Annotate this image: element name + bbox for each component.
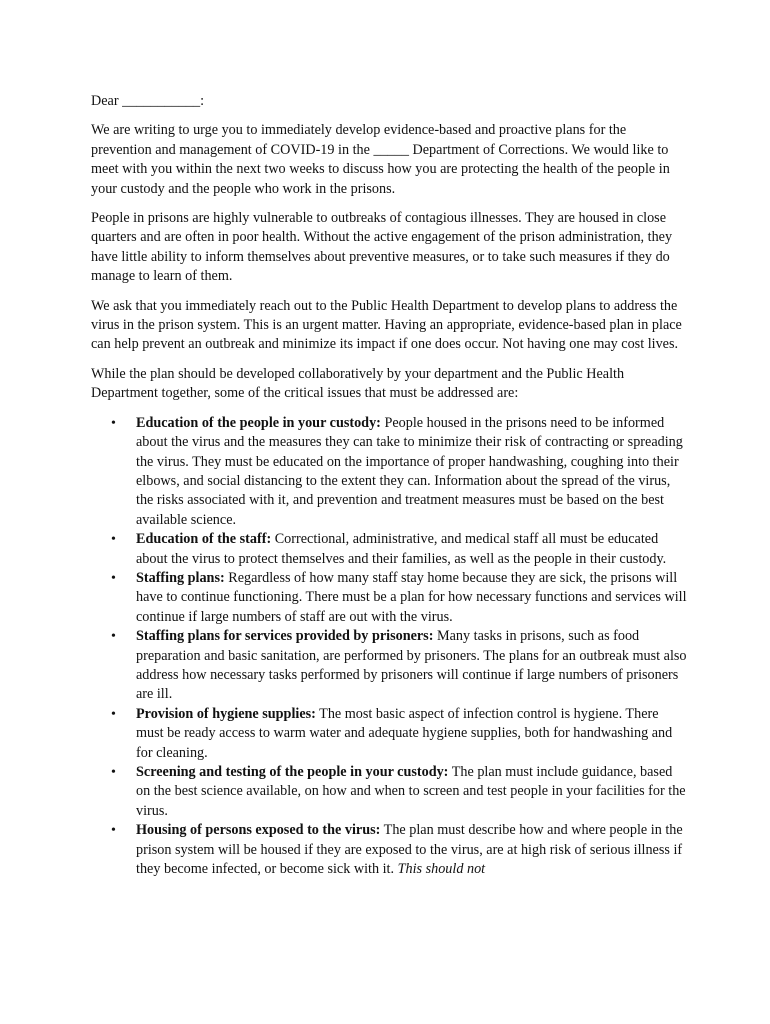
list-item-title: Screening and testing of the people in your custody:: [136, 764, 449, 780]
list-item: [91, 414, 689, 530]
bullet-icon: •: [111, 706, 116, 722]
list-item-text: Regardless of how many staff stay home because they are sick, the prisons will have to continue functioning. There must be a plan for how necessary functions and services will continue if large numbers of staff are out with the virus.: [136, 569, 687, 625]
list-item-title: Education of the people in your custody:: [136, 414, 381, 431]
list-item-title: Education of the staff:: [136, 531, 272, 548]
bullet-icon: •: [111, 532, 116, 548]
list-item-text: The plan must include guidance, based on the best science available, on how and when to screen and test people in your facilities for the virus.: [136, 764, 686, 819]
bullet-icon: •: [111, 629, 116, 645]
list-item-text: Many tasks in prisons, such as food preparation and basic sanitation, are performed by prisoners. The plans for an outbreak must also address how necessary tasks performed by prisoners will continue if large numbers of prisoners are ill.: [136, 628, 687, 703]
list-item: [91, 821, 689, 879]
list-item: [91, 705, 689, 763]
list-item-italic-text: This should not: [397, 861, 486, 878]
list-item-text: The most basic aspect of infection control is hygiene. There must be ready access to warm water and adequate hygiene supplies, both for handwashing and for cleaning.: [136, 705, 673, 761]
bullet-icon: •: [111, 415, 116, 431]
list-item-title: Housing of persons exposed to the virus:: [136, 822, 381, 839]
bullet-icon: •: [111, 570, 116, 586]
critical-issues-list: [91, 414, 689, 880]
list-item-title: Staffing plans for services provided by prisoners:: [136, 628, 434, 645]
list-item-text: The plan must describe how and where people in the prison system will be housed if they are exposed to the virus, are at high risk of serious illness if they become infected, or become sick with it.: [136, 822, 683, 878]
paragraph-intro: We are writing to urge you to immediately develop evidence-based and proactive plans for the prevention and management of COVID-19 in the _____ Department of Corrections. We would like to meet with you within the next two weeks to discuss how you are protecting the health of the people in your custody and the people who work in the prisons.: [91, 122, 670, 197]
list-item-text: People housed in the prisons need to be informed about the virus and the measures they can take to minimize their risk of contracting or spreading the virus. They must be educated on the importance of proper handwashing, coughing into their elbows, and social distancing to the extent they can. Information about the spread of the virus, the risks associated with it, and prevention and treatment measures must be based on the best available science.: [136, 414, 683, 528]
bullet-icon: •: [111, 823, 116, 839]
letter-body: [91, 92, 689, 879]
list-item: [91, 763, 689, 821]
list-item-title: Provision of hygiene supplies:: [136, 705, 316, 722]
list-item: [91, 530, 689, 569]
bullet-icon: •: [111, 765, 116, 780]
list-item: [91, 569, 689, 627]
paragraph-request: We ask that you immediately reach out to the Public Health Department to develop plans to address the virus in the prison system. This is an urgent matter. Having an appropriate, evidence-based plan in place can help prevent an outbreak and minimize its impact if one does occur. Not having one may cost lives.: [91, 297, 682, 353]
paragraph-issues-intro: While the plan should be developed collaboratively by your department and the Public Health Department together, some of the critical issues that must be addressed are:: [91, 365, 625, 402]
paragraph-vulnerability: People in prisons are highly vulnerable to outbreaks of contagious illnesses. They are housed in close quarters and are often in poor health. Without the active engagement of the prison administration, they have little ability to inform themselves about preventive measures, or to take such measures if they do manage to learn of them.: [91, 210, 673, 285]
list-item-title: Staffing plans:: [136, 569, 225, 586]
list-item: [91, 627, 689, 705]
salutation: Dear ___________:: [91, 93, 205, 109]
list-item-text: Correctional, administrative, and medical staff all must be educated about the virus to protect themselves and their families, as well as the people in their custody.: [136, 531, 667, 567]
